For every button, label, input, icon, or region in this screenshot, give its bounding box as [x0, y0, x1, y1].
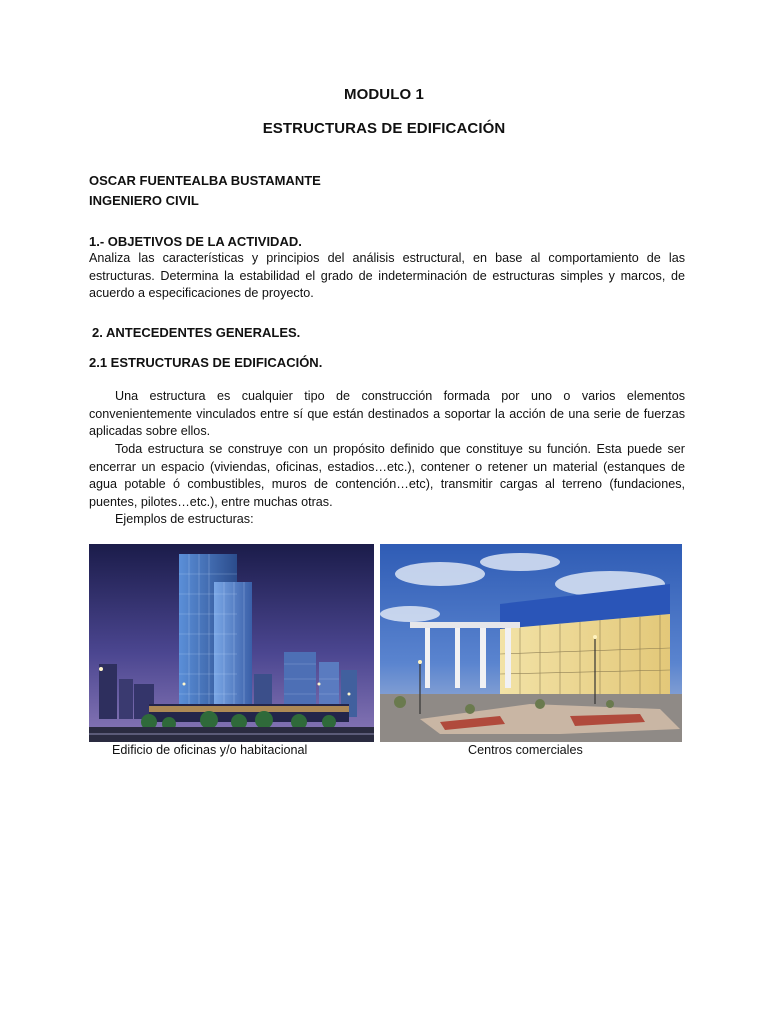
examples-label: Ejemplos de estructuras: — [115, 512, 254, 526]
section2-paragraph1: Una estructura es cualquier tipo de construcción formada por uno o varios elementos convenientemente vinculados entre sí que están destinados a soportar la acción de una serie de fuerzas aplicadas sobre ellos. — [89, 389, 685, 439]
section2-paragraph2: Toda estructura se construye con un propósito definido que constituye su función. Esta puede ser encerrar un espacio (viviendas, oficinas, estadios…etc.), contener o retener un material (estanques de agua potable ó combustibles, muros de contención…etc), transmitir cargas al terreno (fundaciones, puentes, pilotes…etc.), entre muchas otras. — [89, 442, 685, 509]
office-building-image — [89, 544, 374, 742]
section2-subheading: 2.1 ESTRUCTURAS DE EDIFICACIÓN. — [89, 355, 323, 370]
commercial-center-image — [380, 544, 682, 742]
module-title: MODULO 1 — [344, 86, 424, 103]
caption-left: Edificio de oficinas y/o habitacional — [112, 743, 308, 757]
caption-right: Centros comerciales — [468, 743, 583, 757]
module-subtitle: ESTRUCTURAS DE EDIFICACIÓN — [262, 120, 506, 137]
section1-text: Analiza las características y principios del análisis estructural, en base al comportamiento de las estructuras. Determina la estabilidad el grado de indeterminación de estructuras simples y marcos, de acuerdo a especificaciones de proyecto. — [89, 251, 685, 301]
section2-heading: 2. ANTECEDENTES GENERALES. — [92, 325, 301, 340]
author-title: INGENIERO CIVIL — [89, 193, 199, 208]
author-name: OSCAR FUENTEALBA BUSTAMANTE — [89, 173, 321, 188]
section1-heading: 1.- OBJETIVOS DE LA ACTIVIDAD. — [89, 234, 302, 249]
